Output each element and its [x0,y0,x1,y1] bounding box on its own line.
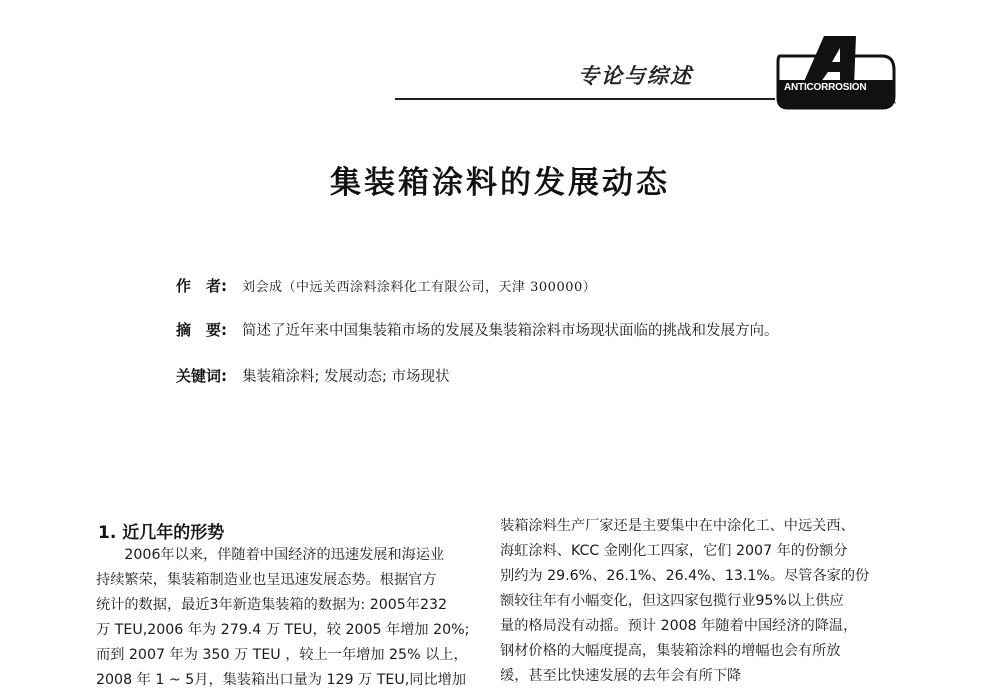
paragraph-line: 而到 2007 年为 350 万 TEU ，较上一年增加 25% 以上， [96,647,468,663]
keywords-label: 关键词: [176,367,227,385]
paragraph-line: 海虹涂料、KCC 金刚化工四家，它们 2007 年的份额分 [500,543,848,559]
author-info: 刘会成（中远关西涂料涂料化工有限公司，天津 300000） [242,280,597,295]
author-label: 作 者: [176,277,227,295]
paragraph-line: 万 TEU,2006 年为 279.4 万 TEU，较 2005 年增加 20%; [96,622,470,638]
paragraph-line: 2006年以来，伴随着中国经济的迅速发展和海运业 [96,547,445,563]
paragraph-line: 别约为 29.6%、26.1%、26.4%、13.1%。尽管各家的份 [500,568,870,584]
paragraph-line: 2008 年 1 ~ 5月，集装箱出口量为 129 万 TEU,同比增加 [96,672,467,688]
anticorrosion-logo [770,36,898,114]
paragraph-line: 缓，甚至比快速发展的去年会有所下降 [500,668,742,684]
abstract-label: 摘 要: [176,321,227,339]
header-rule [395,98,775,100]
section-heading: 1. 近几年的形势 [98,523,225,543]
left-column [96,543,476,693]
logo-text: ANTICORROSION [784,82,867,93]
article-title: 集装箱涂料的发展动态 [330,165,670,201]
paragraph-line: 量的格局没有动摇。预计 2008 年随着中国经济的降温， [500,618,858,634]
right-column [500,514,900,689]
paragraph-line: 持续繁荣，集装箱制造业也呈迅速发展态势。根据官方 [96,572,437,588]
abstract-text: 简述了近年来中国集装箱市场的发展及集装箱涂料市场现状面临的挑战和发展方向。 [242,323,779,339]
paragraph-line: 统计的数据，最近3年新造集装箱的数据为: 2005年232 [96,597,448,613]
keywords-text: 集装箱涂料; 发展动态; 市场现状 [242,369,450,385]
paragraph-line: 钢材价格的大幅度提高，集装箱涂料的增幅也会有所放 [500,643,841,659]
section-label: 专论与综述 [578,64,693,88]
paragraph-line: 装箱涂料生产厂家还是主要集中在中涂化工、中远关西、 [500,518,855,534]
paragraph-line: 额较往年有小幅变化，但这四家包揽行业95%以上供应 [500,593,844,609]
